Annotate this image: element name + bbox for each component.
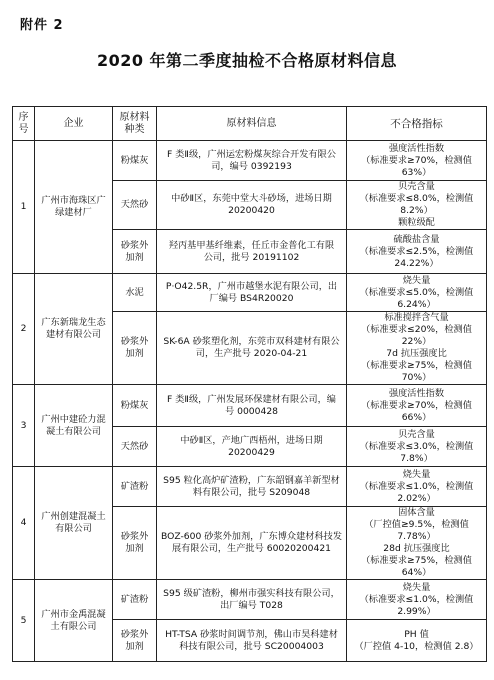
table-row (13, 467, 487, 507)
table-row (13, 141, 487, 181)
failed-indicator: 烧失量 （标准要求≤1.0%，检测值 2.99%） (347, 580, 487, 620)
page-title: 2020 年第二季度抽检不合格原材料信息 (96, 51, 398, 70)
material-info: HT-TSA 砂浆时间调节剂，佛山市昊科建材 科技有限公司，批号 SC20004003 (157, 620, 347, 662)
failed-indicator: 固体含量 （厂控值≥9.5%，检测值 7.78%） 28d 抗压强度比 （标准要求≥75%，检测值 64%） (347, 507, 487, 580)
header-material-type: 原材料 种类 (113, 107, 157, 141)
enterprise-name: 广州市海珠区广 绿建材厂 (35, 141, 113, 274)
failed-indicator: PH 值 （厂控值 4-10，检测值 2.8） (347, 620, 487, 662)
material-info: BOZ-600 砂浆外加剂，广东博众建材科技发 展有限公司，生产批号 60020200421 (157, 507, 347, 580)
header-material-info: 原材料信息 (157, 107, 347, 141)
table-row (13, 385, 487, 427)
enterprise-name: 广州中建砼力混 凝土有限公司 (35, 385, 113, 467)
header-indicator: 不合格指标 (347, 107, 487, 141)
material-info: 中砂Ⅱ区，东莞中堂大斗砂场，进场日期 20200420 (157, 181, 347, 230)
material-info: S95 级矿渣粉，柳州市强实科技有限公司， 出厂编号 T028 (157, 580, 347, 620)
table-row (13, 274, 487, 312)
enterprise-name: 广州市金禹混凝 土有限公司 (35, 580, 113, 662)
material-type: 砂浆外 加剂 (113, 312, 157, 385)
failed-indicator: 标准搅拌含气量 （标准要求≤20%，检测值 22%） 7d 抗压强度比 （标准要求≥75%，检测值 70%） (347, 312, 487, 385)
enterprise-name: 广东新瑞龙生态 建材有限公司 (35, 274, 113, 385)
row-seq-number: 4 (13, 467, 35, 580)
failed-indicator: 硫酸盐含量 （标准要求≤2.5%，检测值 24.22%） (347, 230, 487, 274)
material-type: 水泥 (113, 274, 157, 312)
enterprise-name: 广州创建混凝土 有限公司 (35, 467, 113, 580)
failed-indicator: 强度活性指数 （标准要求≥70%，检测值 63%） (347, 141, 487, 181)
material-table (12, 106, 487, 662)
material-type: 砂浆外 加剂 (113, 620, 157, 662)
material-info: F 类Ⅱ级，广州发展环保建材有限公司，编 号 0000428 (157, 385, 347, 427)
material-info: 羟丙基甲基纤维素，任丘市金普化工有限 公司，批号 20191102 (157, 230, 347, 274)
attachment-label: 附件 2 (20, 18, 64, 33)
material-info: F 类Ⅱ级，广州运宏粉煤灰综合开发有限公 司，编号 0392193 (157, 141, 347, 181)
failed-indicator: 强度活性指数 （标准要求≥70%，检测值 66%） (347, 385, 487, 427)
material-type: 粉煤灰 (113, 385, 157, 427)
row-seq-number: 2 (13, 274, 35, 385)
row-seq-number: 3 (13, 385, 35, 467)
row-seq-number: 5 (13, 580, 35, 662)
material-type: 砂浆外 加剂 (113, 230, 157, 274)
row-seq-number: 1 (13, 141, 35, 274)
header-enterprise: 企业 (35, 107, 113, 141)
material-type: 矿渣粉 (113, 580, 157, 620)
material-type: 砂浆外 加剂 (113, 507, 157, 580)
failed-indicator: 贝壳含量 （标准要求≤3.0%，检测值 7.8%） (347, 427, 487, 467)
table-row (13, 580, 487, 620)
failed-indicator: 贝壳含量 （标准要求≤8.0%，检测值 8.2%） 颗粒级配 (347, 181, 487, 230)
material-type: 天然砂 (113, 181, 157, 230)
header-seq: 序 号 (13, 107, 35, 141)
material-info: SK-6A 砂浆塑化剂，东莞市双科建材有限公 司，生产批号 2020-04-21 (157, 312, 347, 385)
material-type: 矿渣粉 (113, 467, 157, 507)
failed-indicator: 烧失量 （标准要求≤5.0%，检测值 6.24%） (347, 274, 487, 312)
table-header-row (13, 107, 487, 141)
material-type: 粉煤灰 (113, 141, 157, 181)
material-info: P·O42.5R，广州市越堡水泥有限公司，出 厂编号 BS4R20020 (157, 274, 347, 312)
failed-indicator: 烧失量 （标准要求≤1.0%，检测值 2.02%） (347, 467, 487, 507)
material-type: 天然砂 (113, 427, 157, 467)
material-info: S95 粒化高炉矿渣粉，广东韶钢嘉羊新型材 料有限公司，批号 S209048 (157, 467, 347, 507)
material-info: 中砂Ⅱ区，产地广西梧州，进场日期 20200429 (157, 427, 347, 467)
